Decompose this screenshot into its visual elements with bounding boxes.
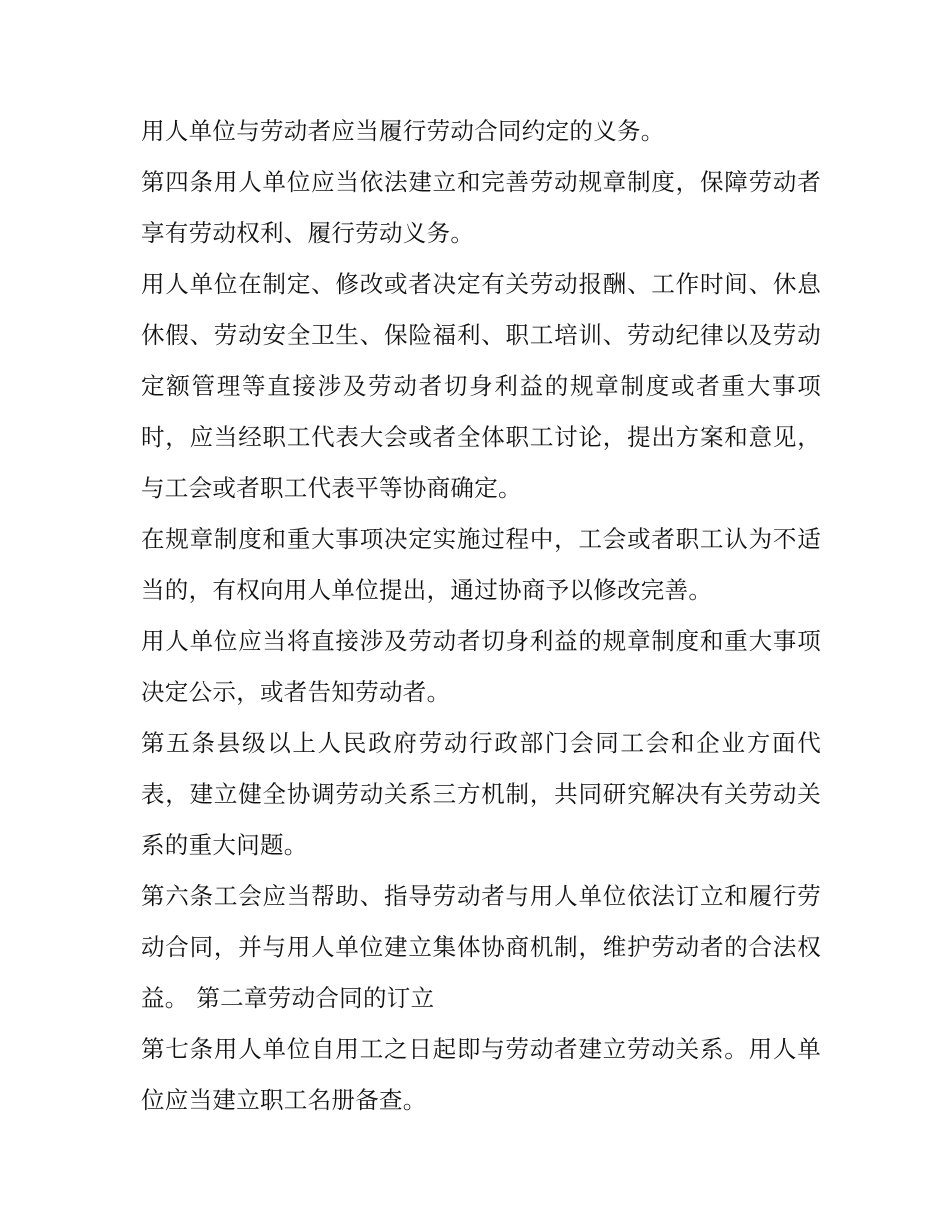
paragraph-2: 第四条用人单位应当依法建立和完善劳动规章制度，保障劳动者享有劳动权利、履行劳动义务。	[141, 168, 821, 247]
paragraph-6: 第五条县级以上人民政府劳动行政部门会同工会和企业方面代表，建立健全协调劳动关系三方机制，共同研究解决有关劳动关系的重大问题。	[141, 729, 821, 859]
paragraph-3: 用人单位在制定、修改或者决定有关劳动报酬、工作时间、休息休假、劳动安全卫生、保险福利、职工培训、劳动纪律以及劳动定额管理等直接涉及劳动者切身利益的规章制度或者重大事项时，应当经职工代表大会或者全体职工讨论，提出方案和意见，与工会或者职工代表平等协商确定。	[141, 270, 821, 502]
paragraph-7: 第六条工会应当帮助、指导劳动者与用人单位依法订立和履行劳动合同，并与用人单位建立集体协商机制，维护劳动者的合法权益。 第二章劳动合同的订立	[141, 882, 821, 1012]
document-body	[141, 106, 821, 1126]
paragraph-1: 用人单位与劳动者应当履行劳动合同约定的义务。	[141, 117, 665, 145]
paragraph-8: 第七条用人单位自用工之日起即与劳动者建立劳动关系。用人单位应当建立职工名册备查。	[141, 1035, 821, 1114]
paragraph-5: 用人单位应当将直接涉及劳动者切身利益的规章制度和重大事项决定公示，或者告知劳动者。	[141, 627, 821, 706]
paragraph-4: 在规章制度和重大事项决定实施过程中，工会或者职工认为不适当的，有权向用人单位提出，通过协商予以修改完善。	[141, 525, 821, 604]
